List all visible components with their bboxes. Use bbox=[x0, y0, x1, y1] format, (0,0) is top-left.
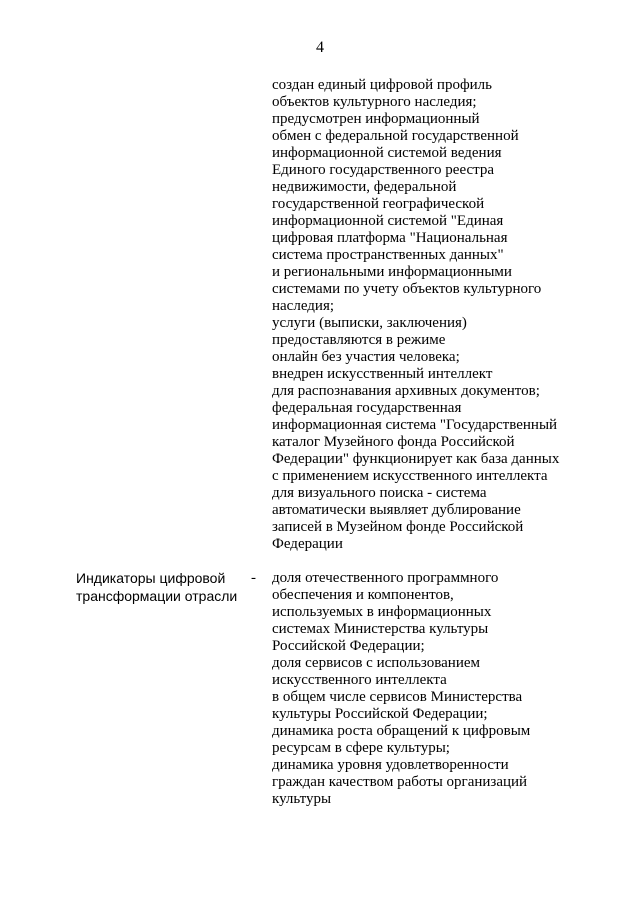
text-line: Федерации bbox=[272, 536, 343, 552]
text-line: каталог Музейного фонда Российской bbox=[272, 434, 515, 450]
text-line: Федерации" функционирует как база данных bbox=[272, 451, 560, 467]
text-line: с применением искусственного интеллекта bbox=[272, 468, 548, 484]
text-line: используемых в информационных bbox=[272, 604, 492, 620]
text-line: доля сервисов с использованием bbox=[272, 655, 481, 671]
text-line: обеспечения и компонентов, bbox=[272, 587, 454, 603]
text-line: Российской Федерации; bbox=[272, 638, 425, 654]
text-line: культуры Российской Федерации; bbox=[272, 706, 488, 722]
text-line: ресурсам в сфере культуры; bbox=[272, 740, 450, 756]
text-line: наследия; bbox=[272, 298, 335, 314]
text-line: информационной системой "Единая bbox=[272, 213, 504, 229]
text-line: онлайн без участия человека; bbox=[272, 349, 460, 365]
text-line: информационная система "Государственный bbox=[272, 417, 558, 433]
text-line: системами по учету объектов культурного bbox=[272, 281, 542, 297]
text-line: динамика роста обращений к цифровым bbox=[272, 723, 531, 739]
text-line: создан единый цифровой профиль bbox=[272, 77, 493, 93]
text-line: системах Министерства культуры bbox=[272, 621, 489, 637]
text-line: искусственного интеллекта bbox=[272, 672, 447, 688]
label-line: Индикаторы цифровой bbox=[76, 570, 226, 586]
text-line: и региональными информационными bbox=[272, 264, 512, 280]
text-line: предусмотрен информационный bbox=[272, 111, 480, 127]
text-line: доля отечественного программного bbox=[272, 570, 499, 586]
text-line: федеральная государственная bbox=[272, 400, 462, 416]
text-line: записей в Музейном фонде Российской bbox=[272, 519, 524, 535]
text-line: динамика уровня удовлетворенности bbox=[272, 757, 509, 773]
text-line: услуги (выписки, заключения) bbox=[272, 315, 467, 331]
text-line: для визуального поиска - система bbox=[272, 485, 487, 501]
text-line: Единого государственного реестра bbox=[272, 162, 495, 178]
text-line: культуры bbox=[272, 791, 332, 807]
text-line: цифровая платформа "Национальная bbox=[272, 230, 508, 246]
text-line: информационной системой ведения bbox=[272, 145, 502, 161]
text-line: объектов культурного наследия; bbox=[272, 94, 477, 110]
top-text-block bbox=[272, 77, 582, 553]
text-line: недвижимости, федеральной bbox=[272, 179, 457, 195]
text-line: государственной географической bbox=[272, 196, 485, 212]
label-line: трансформации отрасли bbox=[76, 588, 238, 604]
text-line: внедрен искусственный интеллект bbox=[272, 366, 493, 382]
indicators-label bbox=[76, 569, 246, 605]
indicators-text-block bbox=[272, 570, 582, 808]
separator-dash: - bbox=[251, 570, 256, 586]
text-line: автоматически выявляет дублирование bbox=[272, 502, 521, 518]
text-line: система пространственных данных" bbox=[272, 247, 504, 263]
text-line: для распознавания архивных документов; bbox=[272, 383, 540, 399]
text-line: в общем числе сервисов Министерства bbox=[272, 689, 523, 705]
text-line: предоставляются в режиме bbox=[272, 332, 446, 348]
text-line: граждан качеством работы организаций bbox=[272, 774, 528, 790]
text-line: обмен с федеральной государственной bbox=[272, 128, 519, 144]
page-number: 4 bbox=[316, 39, 324, 56]
